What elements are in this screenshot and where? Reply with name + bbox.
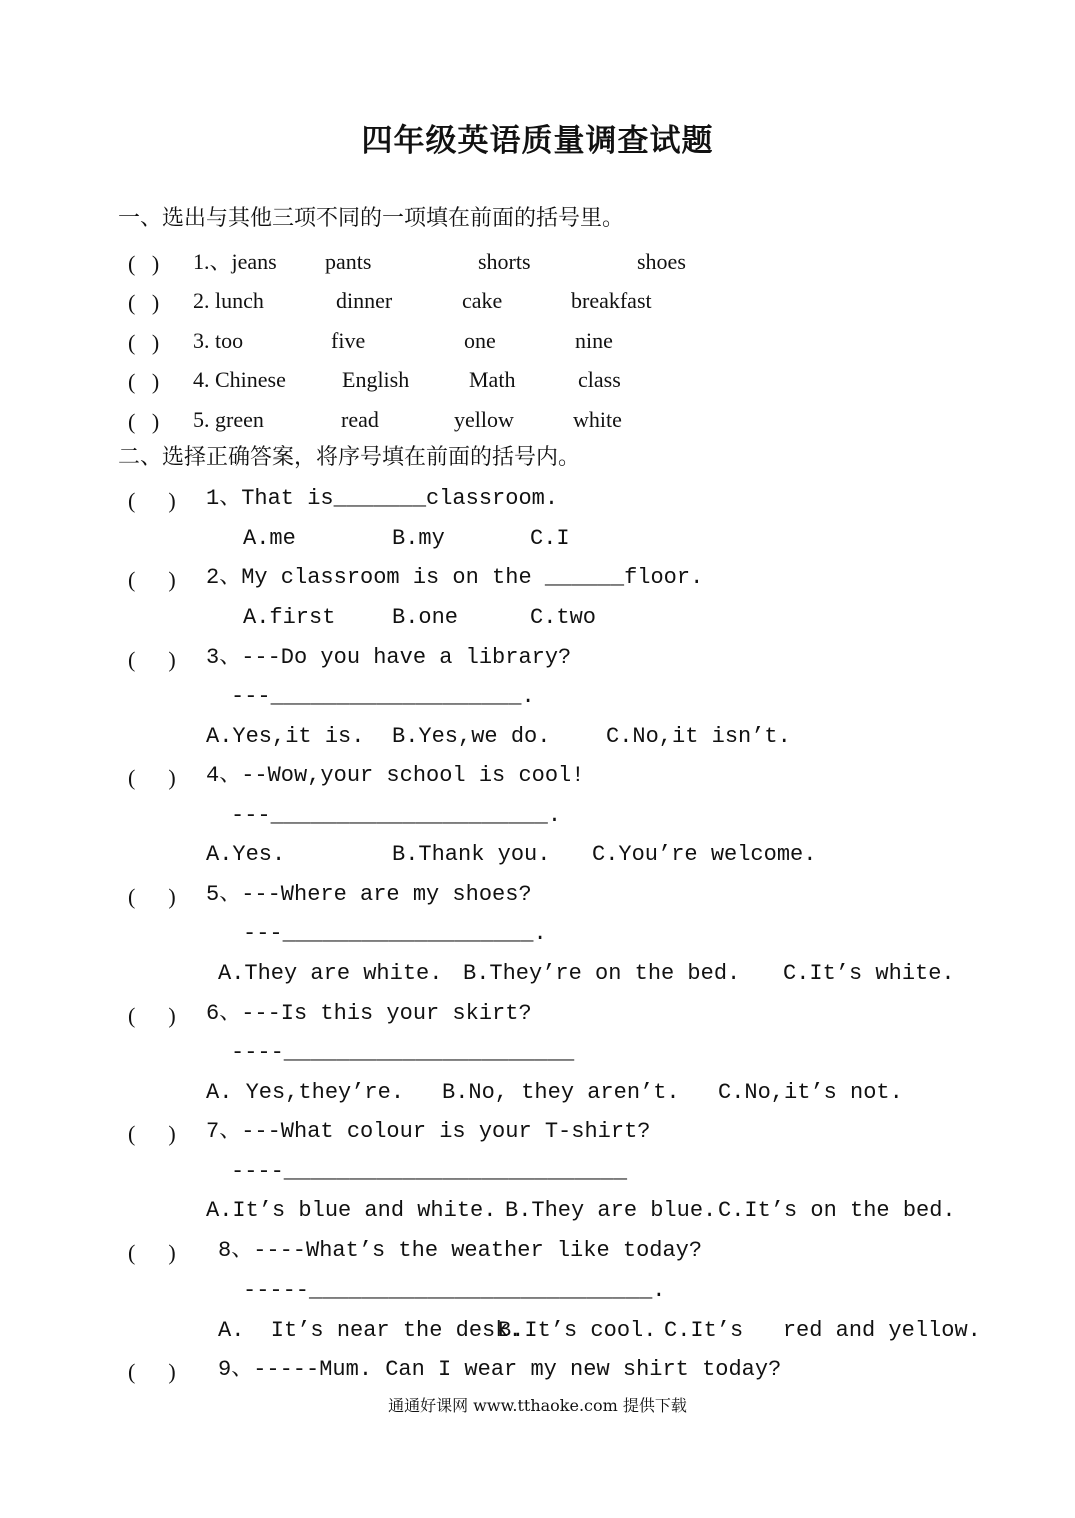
item-word: class [578, 367, 621, 392]
option-c: C.It’s on the bed. [718, 1198, 956, 1223]
item-word: English [342, 367, 410, 392]
answer-paren: ( ) [128, 647, 176, 672]
answer-paren: ( ) [128, 1121, 176, 1146]
answer-paren: ( ) [128, 567, 176, 592]
item-word: 3. too [193, 328, 244, 353]
answer-paren: ( ) [128, 1240, 176, 1265]
answer-paren: ( ) [128, 330, 160, 355]
answer-paren: ( ) [128, 488, 176, 513]
item-word: shorts [478, 249, 531, 274]
question-text: 1、That is_______classroom. [206, 486, 559, 511]
question-text: 3、---Do you have a library? [206, 645, 572, 670]
item-word: 4. Chinese [193, 367, 286, 392]
item-word: breakfast [571, 288, 652, 313]
option-b: B.It’s cool. [498, 1318, 657, 1343]
item-word: 2. lunch [193, 288, 264, 313]
answer-blank: ----______________________ [231, 1040, 575, 1065]
answer-paren: ( ) [128, 1359, 176, 1384]
option-a: A.They are white. [218, 961, 443, 986]
option-b: B.They are blue. [505, 1198, 717, 1223]
option-c: C.No,it isn’t. [606, 724, 791, 749]
question-text: 9、-----Mum. Can I wear my new shirt today? [218, 1357, 782, 1382]
option-a: A.Yes,it is. [206, 724, 365, 749]
answer-paren: ( ) [128, 369, 160, 394]
question-text: 7、---What colour is your T-shirt? [206, 1119, 651, 1144]
option-b: B.Thank you. [392, 842, 551, 867]
item-word: Math [469, 367, 516, 392]
answer-paren: ( ) [128, 884, 176, 909]
option-b: B.my [392, 526, 445, 551]
option-a: A.first [243, 605, 336, 630]
item-word: 5. green [193, 407, 264, 432]
item-word: 1.、jeans [193, 249, 277, 274]
answer-blank: -----__________________________. [243, 1278, 666, 1303]
question-text: 4、--Wow,your school is cool! [206, 763, 585, 788]
answer-paren: ( ) [128, 765, 176, 790]
item-word: yellow [454, 407, 514, 432]
option-b: B.No, they aren’t. [442, 1080, 680, 1105]
answer-blank: ---___________________. [231, 684, 535, 709]
answer-blank: ---_____________________. [231, 803, 562, 828]
item-word: pants [325, 249, 372, 274]
option-a: A.me [243, 526, 296, 551]
option-b: B.Yes,we do. [392, 724, 551, 749]
option-c: C.You’re welcome. [592, 842, 817, 867]
option-a: A. Yes,they’re. [206, 1080, 405, 1105]
item-word: five [331, 328, 366, 353]
option-a: A.Yes. [206, 842, 286, 867]
option-b: B.They’re on the bed. [463, 961, 741, 986]
option-a: A.It’s blue and white. [206, 1198, 497, 1223]
question-text: 2、My classroom is on the ______floor. [206, 565, 704, 590]
answer-paren: ( ) [128, 290, 160, 315]
option-c: C.No,it’s not. [718, 1080, 903, 1105]
item-word: read [341, 407, 379, 432]
answer-blank: ----__________________________ [231, 1159, 628, 1184]
section1-heading: 一、选出与其他三项不同的一项填在前面的括号里。 [118, 206, 625, 231]
option-b: B.one [392, 605, 459, 630]
option-c: C.It’s red and yellow. [664, 1318, 981, 1343]
item-word: dinner [336, 288, 393, 313]
option-a: A. It’s near the desk. [218, 1318, 522, 1343]
item-word: white [573, 407, 622, 432]
option-c: C.I [530, 526, 570, 551]
question-text: 6、---Is this your skirt? [206, 1001, 532, 1026]
footer-credit: 通通好课网 www.tthaoke.com 提供下载 [388, 1396, 687, 1415]
item-word: nine [575, 328, 613, 353]
item-word: shoes [637, 249, 686, 274]
item-word: one [464, 328, 496, 353]
answer-paren: ( ) [128, 409, 160, 434]
page-title: 四年级英语质量调查试题 [361, 123, 714, 159]
answer-paren: ( ) [128, 251, 160, 276]
section2-heading: 二、选择正确答案，将序号填在前面的括号内。 [118, 445, 581, 470]
option-c: C.two [530, 605, 597, 630]
item-word: cake [462, 288, 503, 313]
answer-paren: ( ) [128, 1003, 176, 1028]
option-c: C.It’s white. [783, 961, 955, 986]
answer-blank: ---___________________. [243, 921, 547, 946]
question-text: 8、----What’s the weather like today? [218, 1238, 703, 1263]
question-text: 5、---Where are my shoes? [206, 882, 532, 907]
